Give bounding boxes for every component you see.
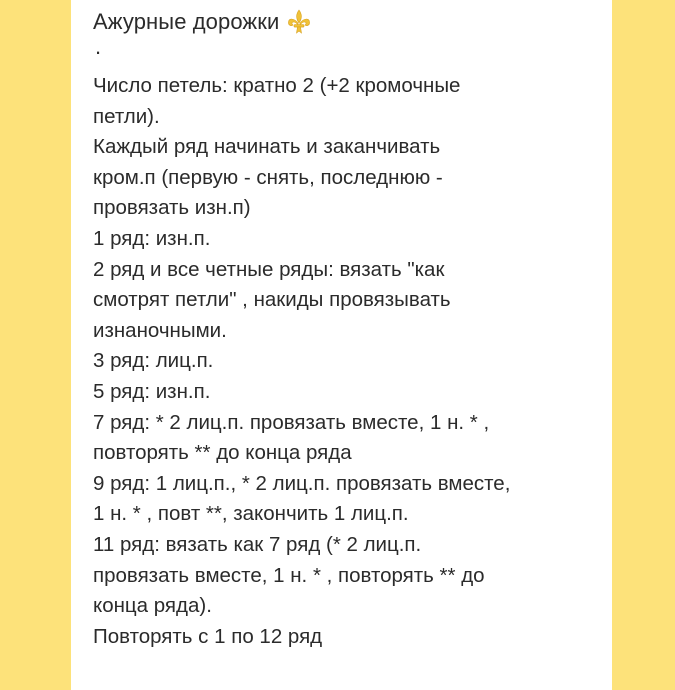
text-line: кром.п (первую - снять, последнюю - — [93, 165, 443, 189]
text-line: петли). — [93, 104, 160, 128]
pattern-instructions — [93, 71, 603, 652]
text-line: повторять ** до конца ряда — [93, 441, 352, 465]
title-row — [93, 8, 313, 36]
text-line: 1 н. * , повт **, закончить 1 лиц.п. — [93, 502, 409, 526]
fleur-de-lis-icon — [285, 8, 313, 36]
text-line: 2 ряд и все четные ряды: вязать "как — [93, 257, 445, 281]
text-line: конца ряда). — [93, 594, 212, 618]
text-line: 5 ряд: изн.п. — [93, 379, 211, 403]
text-line: 7 ряд: * 2 лиц.п. провязать вместе, 1 н. * , — [93, 410, 490, 434]
document-title: Ажурные дорожки — [93, 9, 280, 34]
text-line: Число петель: кратно 2 (+2 кромочные — [93, 74, 461, 97]
text-line: Каждый ряд начинать и заканчивать — [93, 135, 441, 159]
text-line: смотрят петли" , накиды провязывать — [93, 288, 451, 312]
text-line: изнаночными. — [93, 318, 227, 342]
text-line: 3 ряд: лиц.п. — [93, 349, 214, 373]
text-line: 1 ряд: изн.п. — [93, 226, 211, 250]
text-line: Повторять с 1 по 12 ряд — [93, 624, 323, 648]
text-sheet — [71, 0, 612, 690]
text-line: 9 ряд: 1 лиц.п., * 2 лиц.п. провязать вместе, — [93, 471, 511, 495]
text-line: 11 ряд: вязать как 7 ряд (* 2 лиц.п. — [93, 532, 422, 556]
text-line: провязать изн.п) — [93, 196, 251, 220]
separator-dot: . — [95, 34, 102, 59]
text-line: провязать вместе, 1 н. * , повторять ** до — [93, 563, 485, 587]
